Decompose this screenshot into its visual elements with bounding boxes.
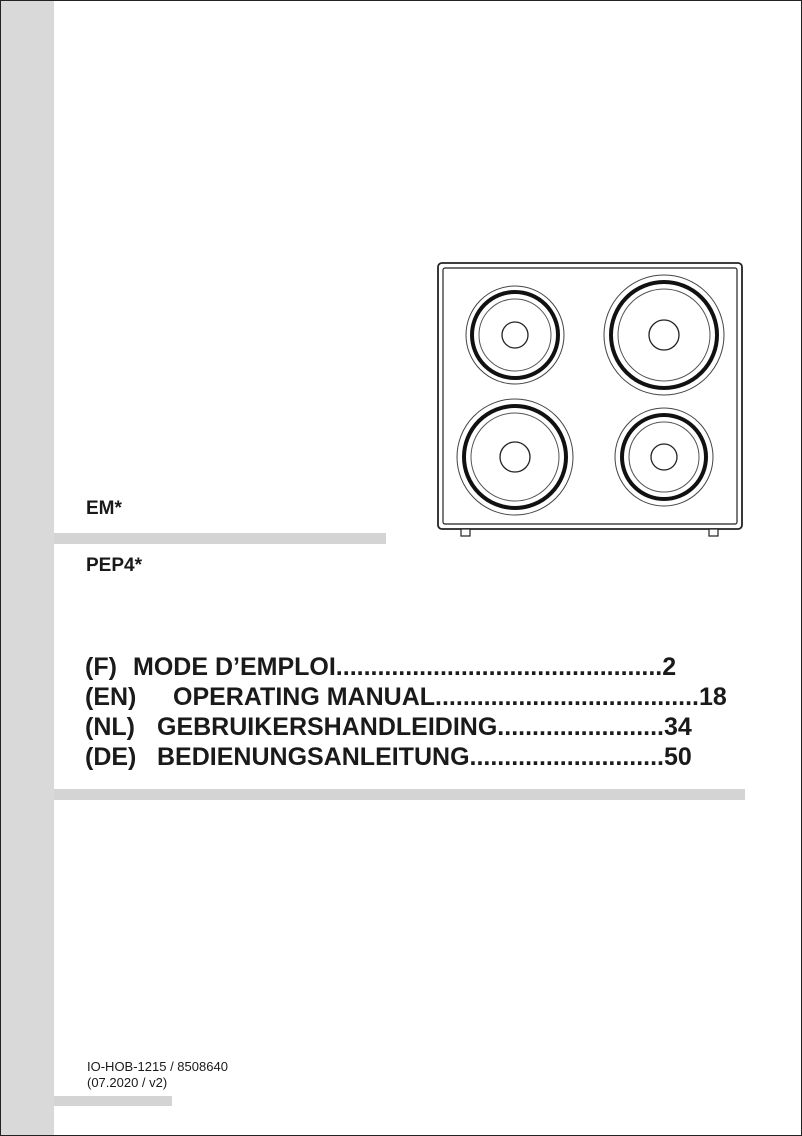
- toc-title: OPERATING MANUAL: [173, 683, 436, 711]
- model-code-pep4: PEP4*: [86, 555, 142, 576]
- toc-title: MODE D’EMPLOI: [133, 653, 336, 681]
- toc-dots: ...............................................: [335, 653, 663, 681]
- toc-language-code: (DE): [85, 743, 137, 771]
- toc-divider: [54, 789, 745, 800]
- toc-page-number: 50: [664, 743, 692, 771]
- toc-dots: ........................: [497, 713, 664, 741]
- toc-title: GEBRUIKERSHANDLEIDING: [157, 713, 498, 741]
- toc-item-nl[interactable]: [85, 712, 727, 742]
- toc-language-code: (NL): [85, 713, 135, 741]
- toc-dots: ............................: [469, 743, 664, 771]
- toc-page-number: 34: [664, 713, 692, 741]
- model-code-em: EM*: [86, 498, 122, 519]
- toc-page-number: 18: [698, 683, 727, 711]
- hob-top-view-icon: [436, 261, 746, 541]
- toc-item-en[interactable]: [85, 682, 727, 712]
- left-gray-band: [1, 1, 54, 1135]
- table-of-contents: [85, 652, 727, 772]
- document-reference: IO-HOB-1215 / 8508640: [87, 1059, 228, 1074]
- toc-item-fr[interactable]: [85, 652, 727, 682]
- toc-language-code: (EN): [85, 683, 137, 711]
- model-divider: [54, 533, 386, 544]
- toc-item-de[interactable]: [85, 742, 727, 772]
- footer-divider: [54, 1096, 172, 1106]
- document-version: (07.2020 / v2): [87, 1075, 168, 1090]
- toc-language-code: (F): [85, 653, 117, 681]
- toc-title: BEDIENUNGSANLEITUNG: [157, 743, 470, 771]
- document-footer: [87, 1059, 228, 1091]
- toc-dots: ......................................: [435, 683, 699, 711]
- toc-page-number: 2: [662, 653, 677, 681]
